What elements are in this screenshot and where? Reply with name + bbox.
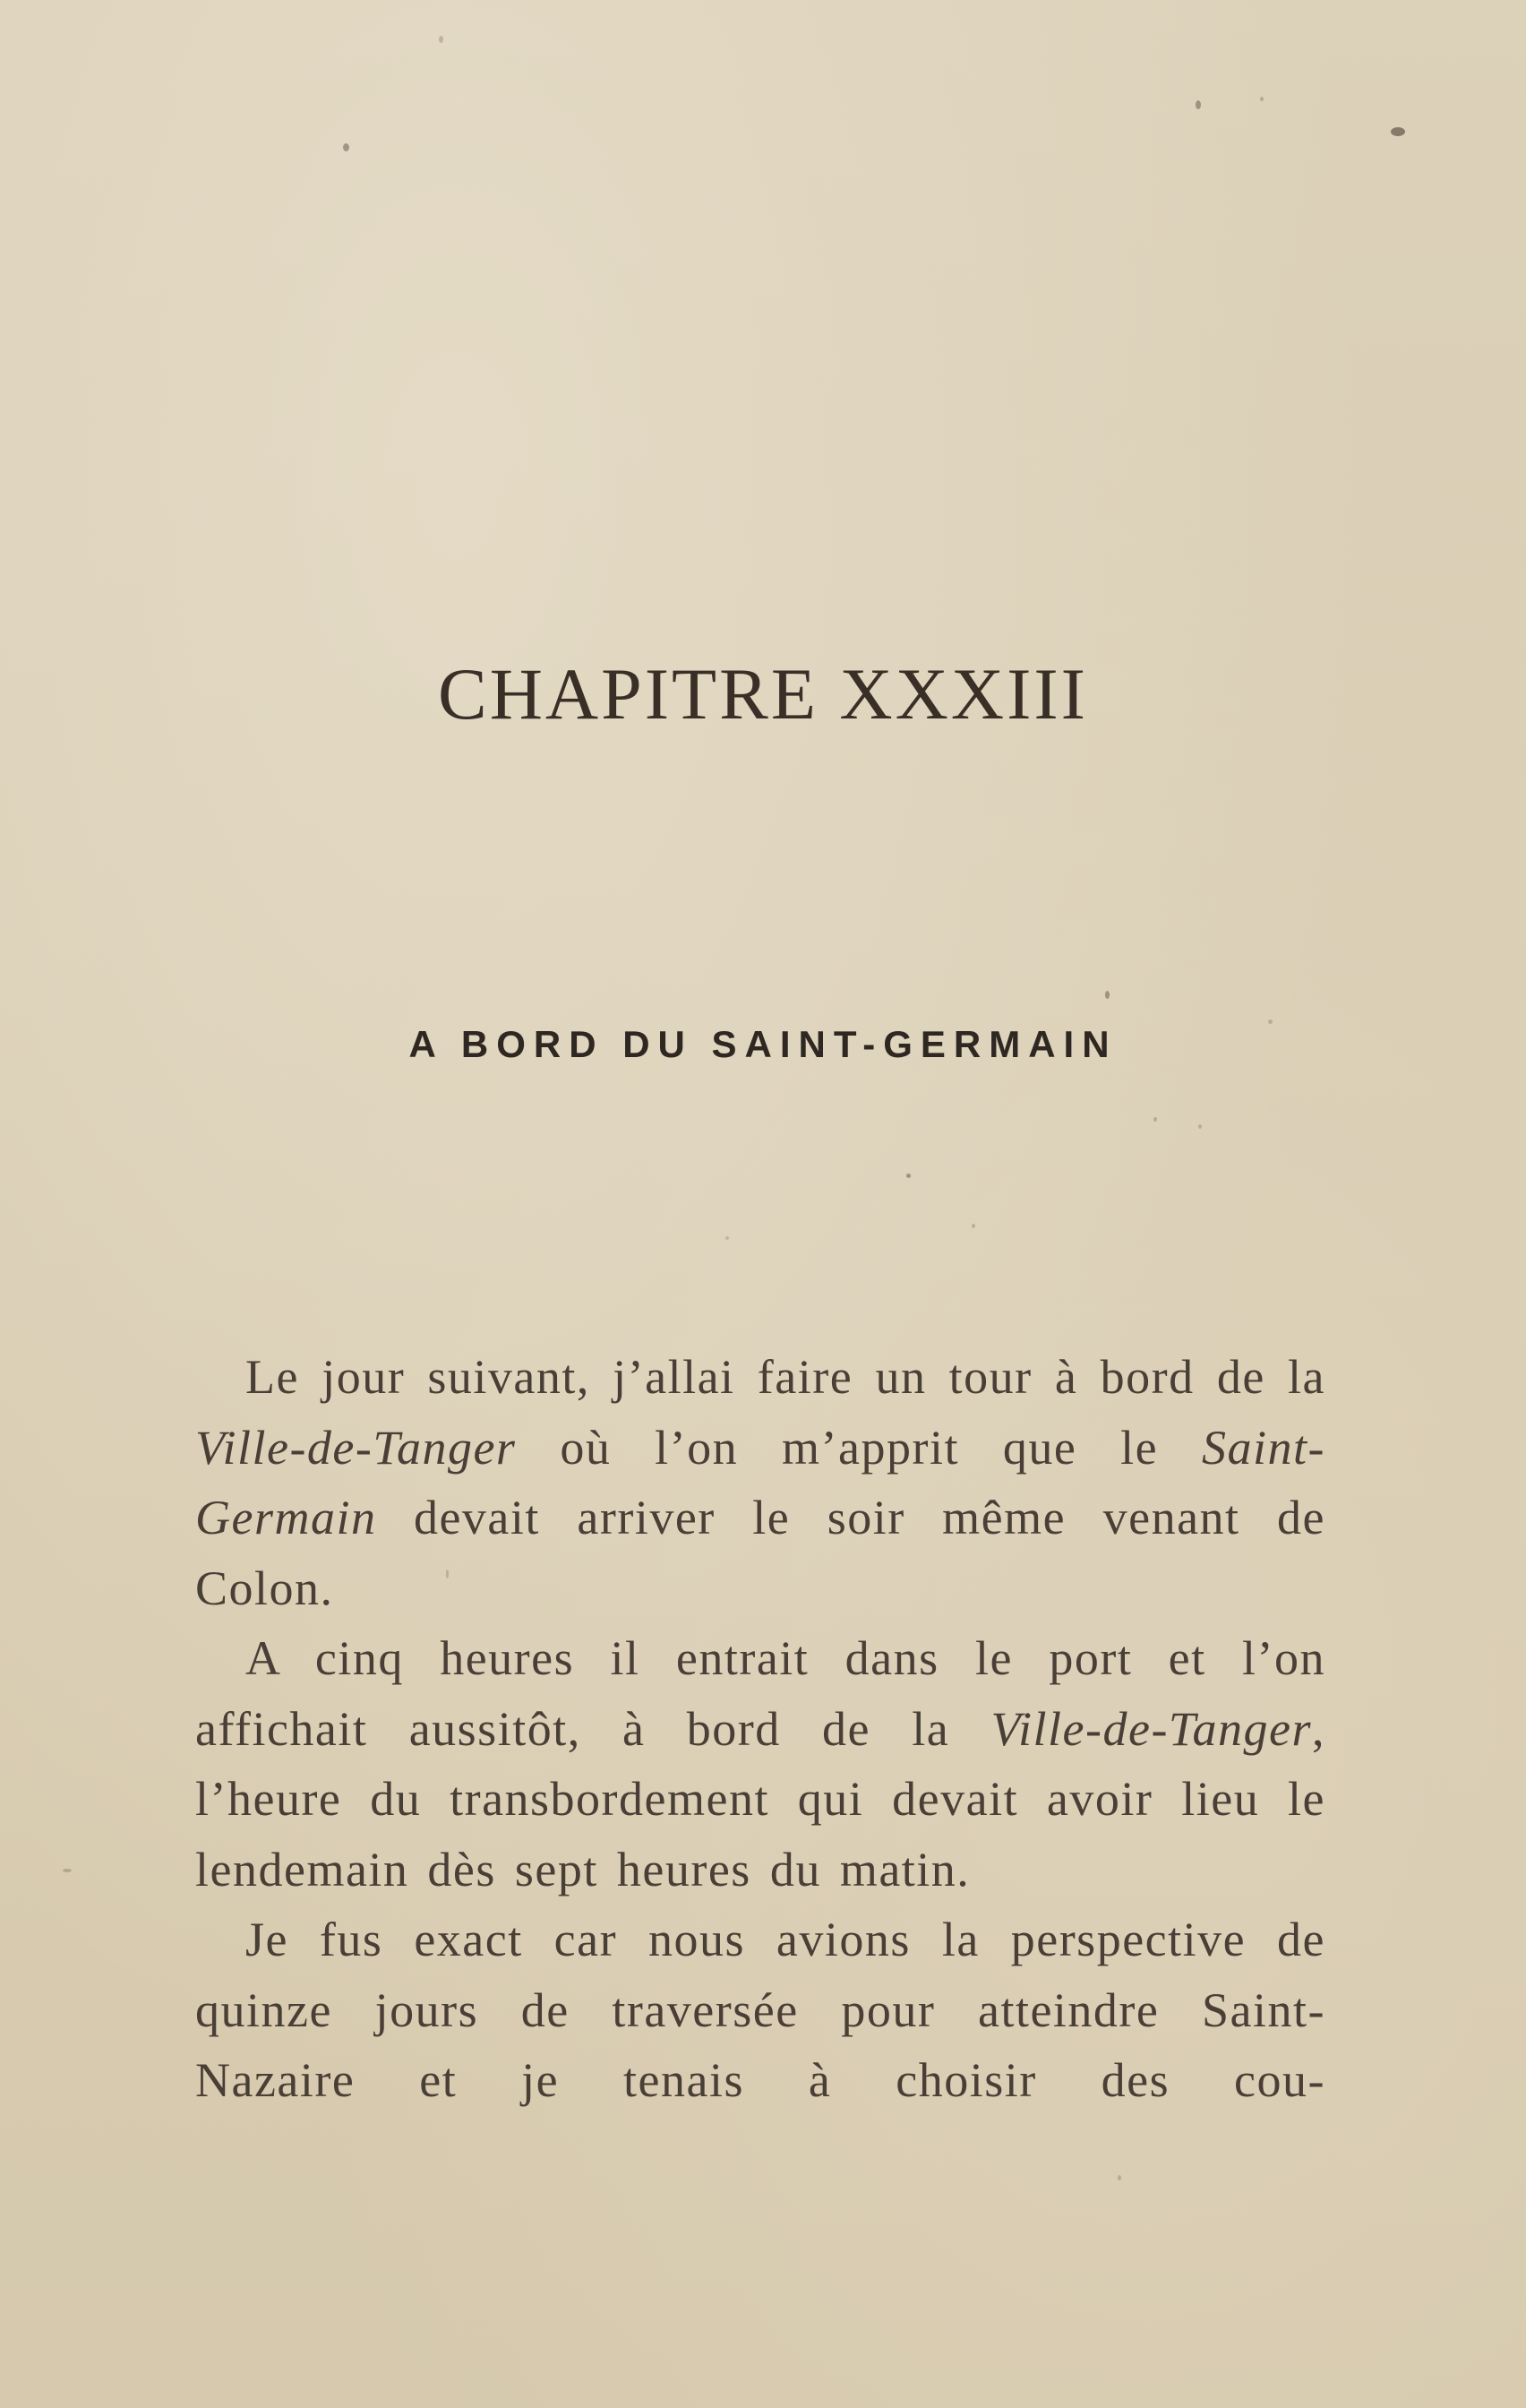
paper-speck [1260,97,1264,101]
paper-speck [439,36,443,43]
ship-name-italic: Ville-de-Tanger [195,1420,517,1475]
paper-speck [1118,2175,1121,2180]
chapter-title: CHAPITRE XXXIII [438,653,1088,735]
paragraph-1-text-b: où l’on m’apprit que le [516,1420,1202,1475]
paper-speck [1196,100,1201,109]
paper-speck [906,1174,911,1178]
paragraph-2-text-a: A cinq heures il entrait dans le port et l’on affichait aussitôt, à bord de la [195,1631,1325,1756]
paragraph-1-text-a: Le jour suivant, j’allai faire un tour à bord de la [245,1350,1325,1404]
paper-speck [1105,991,1110,999]
paper-speck [1198,1124,1202,1129]
paragraph-2-text-b: , l’heure du transbordement qui devait avoir lieu le lendemain dès sept heures du matin. [195,1701,1325,1896]
paragraph-3 [195,1905,1325,2116]
paper-speck [972,1224,975,1228]
paragraph-1 [195,1342,1325,1623]
chapter-body [195,1342,1325,2116]
paper-speck [725,1236,729,1240]
paper-speck [63,1869,72,1872]
chapter-subtitle: A BORD DU SAINT-GERMAIN [408,1023,1118,1065]
ship-name-italic: Saint-Germain [195,1420,1325,1544]
paragraph-2 [195,1623,1325,1905]
paper-speck [1153,1117,1157,1122]
paper-speck [1391,127,1405,136]
paragraph-1-text-c: devait arriver le soir même venant de Colon. [195,1491,1325,1615]
paper-speck [343,143,349,151]
ship-name-italic: Ville-de-Tanger [990,1701,1312,1756]
paragraph-3-text: Je fus exact car nous avions la perspective de quinze jours de traversée pour atteindre Saint-Nazaire et je tenais à choisir des cou- [195,1913,1325,2107]
